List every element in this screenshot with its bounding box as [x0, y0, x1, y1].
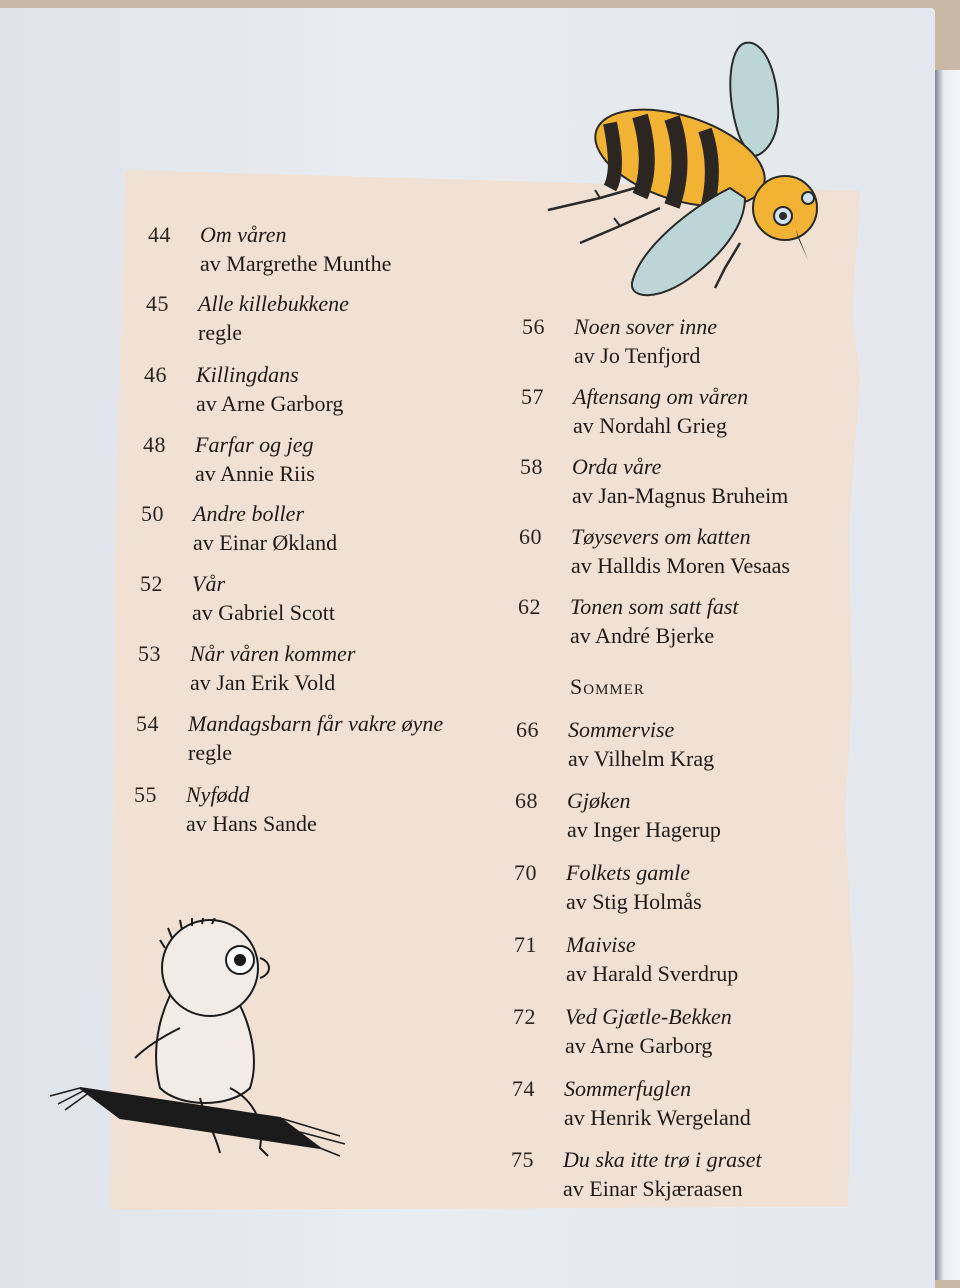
- page-edge: [935, 70, 960, 1280]
- toc-entry: [141, 501, 481, 563]
- poem-author: av Arne Garborg: [196, 391, 344, 416]
- poem-author: av Hans Sande: [186, 811, 317, 836]
- poem-title: Aftensang om våren: [573, 384, 749, 409]
- poem-author: regle: [188, 740, 232, 765]
- poem-title: Farfar og jeg: [195, 432, 314, 457]
- toc-entry: [512, 1076, 852, 1138]
- poem-title: Tonen som satt fast: [570, 594, 739, 619]
- toc-entry: [146, 291, 486, 353]
- toc-entry: [521, 384, 861, 446]
- poem-title: Folkets gamle: [566, 860, 691, 885]
- poem-author: av Gabriel Scott: [192, 600, 335, 625]
- page-number: 70: [514, 860, 537, 885]
- poem-author: av Margrethe Munthe: [200, 251, 392, 276]
- toc-entry: [511, 1147, 851, 1209]
- poem-title: Om våren: [200, 222, 287, 247]
- poem-author: regle: [198, 320, 242, 345]
- poem-title: Gjøken: [567, 788, 631, 813]
- poem-title: Maivise: [566, 932, 636, 957]
- page-number: 54: [136, 711, 159, 736]
- page-number: 52: [140, 571, 163, 596]
- toc-entry: [143, 432, 483, 494]
- poem-author: av Jo Tenfjord: [574, 343, 701, 368]
- toc-entry: [514, 860, 854, 922]
- page-number: 71: [514, 932, 537, 957]
- poem-title: Mandagsbarn får vakre øyne: [188, 711, 444, 736]
- toc-entry: [522, 314, 862, 376]
- poem-title: Alle killebukkene: [198, 291, 349, 316]
- poem-author: av Jan-Magnus Bruheim: [572, 483, 789, 508]
- poem-title: Du ska itte trø i graset: [563, 1147, 762, 1172]
- toc-entry: [144, 362, 484, 424]
- page-number: 58: [520, 454, 543, 479]
- page-number: 55: [134, 782, 157, 807]
- page-number: 53: [138, 641, 161, 666]
- poem-author: av Harald Sverdrup: [566, 961, 739, 986]
- page-number: 68: [515, 788, 538, 813]
- toc-entry: [138, 641, 478, 703]
- poem-author: av Arne Garborg: [565, 1033, 713, 1058]
- toc-entry: [515, 788, 855, 850]
- page-number: 48: [143, 432, 166, 457]
- poem-author: av Halldis Moren Vesaas: [571, 553, 790, 578]
- poem-title: Sommervise: [568, 717, 675, 742]
- poem-title: Vår: [192, 571, 225, 596]
- page-number: 56: [522, 314, 545, 339]
- poem-author: av Stig Holmås: [566, 889, 702, 914]
- toc-entry: [516, 717, 856, 779]
- page-number: 62: [518, 594, 541, 619]
- page-number: 74: [512, 1076, 535, 1101]
- toc-entry: [518, 594, 858, 656]
- page-number: 44: [148, 222, 171, 247]
- toc-entry: [519, 524, 859, 586]
- page-number: 75: [511, 1147, 534, 1172]
- toc-entry: [513, 1004, 853, 1066]
- poem-author: av André Bjerke: [570, 623, 715, 648]
- toc-entry: [520, 454, 860, 516]
- toc-entry: [148, 222, 488, 284]
- poem-title: Andre boller: [193, 501, 304, 526]
- poem-author: av Einar Skjæraasen: [563, 1176, 743, 1201]
- page-number: 46: [144, 362, 167, 387]
- poem-author: av Nordahl Grieg: [573, 413, 727, 438]
- poem-title: Ved Gjætle-Bekken: [565, 1004, 732, 1029]
- poem-title: Nyfødd: [186, 782, 250, 807]
- poem-author: av Jan Erik Vold: [190, 670, 336, 695]
- page-number: 50: [141, 501, 164, 526]
- poem-author: av Inger Hagerup: [567, 817, 721, 842]
- section-heading-sommer: Sommer: [570, 674, 645, 699]
- baby-on-carpet-illustration: [40, 918, 360, 1178]
- poem-title: Killingdans: [196, 362, 299, 387]
- poem-title: Noen sover inne: [574, 314, 717, 339]
- page-number: 66: [516, 717, 539, 742]
- poem-author: av Annie Riis: [195, 461, 315, 486]
- poem-author: av Henrik Wergeland: [564, 1105, 751, 1130]
- toc-entry: [136, 711, 476, 773]
- poem-title: Sommerfuglen: [564, 1076, 692, 1101]
- bee-illustration: [540, 38, 830, 308]
- page-number: 45: [146, 291, 169, 316]
- page-number: 57: [521, 384, 544, 409]
- poem-title: Når våren kommer: [190, 641, 356, 666]
- page-number: 72: [513, 1004, 536, 1029]
- toc-entry: [140, 571, 480, 633]
- toc-entry: [134, 782, 474, 844]
- poem-title: Tøysevers om katten: [571, 524, 751, 549]
- poem-author: av Vilhelm Krag: [568, 746, 715, 771]
- page-number: 60: [519, 524, 542, 549]
- toc-entry: [514, 932, 854, 994]
- poem-author: av Einar Økland: [193, 530, 338, 555]
- poem-title: Orda våre: [572, 454, 662, 479]
